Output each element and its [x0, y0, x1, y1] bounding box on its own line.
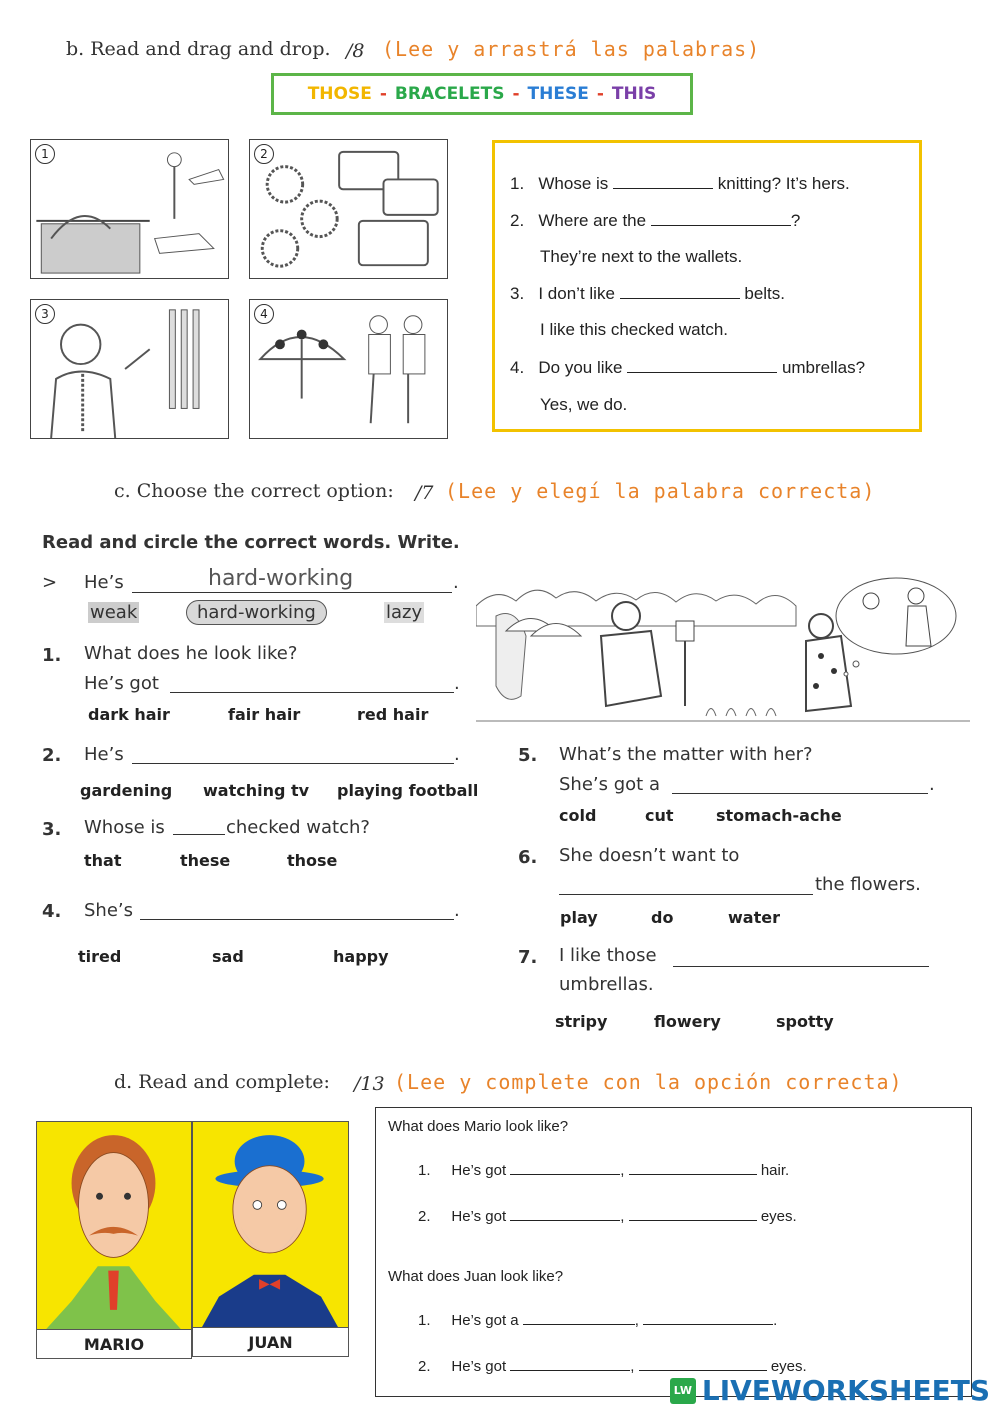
belts-illustration	[31, 300, 228, 438]
section-c-spanish: (Lee y elegí la palabra correcta)	[445, 479, 876, 503]
c-question-4-end: .	[454, 900, 460, 921]
option-spotty[interactable]: spotty	[776, 1012, 834, 1031]
answer-line-3[interactable]	[173, 834, 225, 835]
word-these[interactable]: THESE	[527, 84, 589, 104]
question-number: 3.	[510, 284, 525, 303]
c-question-number: 3.	[42, 819, 62, 840]
item-number: 2.	[418, 1358, 431, 1375]
drop-slot-4[interactable]	[627, 358, 777, 373]
option-cold[interactable]: cold	[559, 806, 597, 825]
umbrellas-illustration	[250, 300, 447, 438]
c-question-7-text: I like those	[559, 945, 657, 966]
c-question-number: 4.	[42, 901, 62, 922]
drop-slot-3[interactable]	[620, 284, 740, 299]
item-separator: ,	[620, 1208, 625, 1225]
word-separator: -	[512, 84, 520, 104]
answer-2: They’re next to the wallets.	[540, 247, 743, 266]
c-question-2-end: .	[454, 744, 460, 765]
option-cut[interactable]: cut	[645, 806, 674, 825]
mario-blank-1b[interactable]	[629, 1160, 757, 1175]
question-3	[510, 284, 785, 304]
question-text: I don’t like	[538, 284, 615, 303]
option-do[interactable]: do	[651, 908, 674, 927]
option-happy[interactable]: happy	[333, 947, 389, 966]
section-c-heading: c. Choose the correct option:	[114, 480, 394, 502]
c-question-5-end: .	[929, 774, 935, 795]
item-text: eyes.	[770, 1358, 807, 1375]
c-question-6-end: the flowers.	[815, 874, 921, 895]
c-question-6-text: She doesn’t want to	[559, 845, 740, 866]
word-this[interactable]: THIS	[611, 84, 657, 104]
mario-picture	[36, 1121, 192, 1359]
option-playing-football[interactable]: playing football	[337, 781, 479, 800]
item-text: .	[773, 1312, 778, 1329]
word-separator: -	[379, 84, 387, 104]
c-question-1-prefix: He’s got	[84, 673, 159, 694]
c-question-2-prefix: He’s	[84, 744, 124, 765]
c-question-7-end: umbrellas.	[559, 974, 654, 995]
answer-line-4[interactable]	[140, 919, 454, 920]
c-question-1-text: What does he look like?	[84, 643, 298, 664]
option-hard-working-circled[interactable]: hard-working	[186, 600, 327, 625]
mario-blank-2a[interactable]	[510, 1206, 620, 1221]
item-number: 1.	[418, 1162, 431, 1179]
c-question-number: 2.	[42, 745, 62, 766]
answer-4: Yes, we do.	[540, 395, 628, 414]
question-text: ?	[790, 211, 801, 230]
liveworksheets-logo	[670, 1374, 990, 1407]
question-number: 4.	[510, 358, 525, 377]
question-text: Where are the	[538, 211, 647, 230]
drop-slot-2[interactable]	[651, 211, 791, 226]
juan-blank-2a[interactable]	[510, 1356, 630, 1371]
section-b-spanish: (Lee y arrastrá las palabras)	[382, 37, 761, 61]
answer-line-2[interactable]	[132, 763, 454, 764]
question-text: umbrellas?	[781, 358, 866, 377]
word-bank	[271, 73, 693, 115]
question-number: 2.	[510, 211, 525, 230]
c-question-4-prefix: She’s	[84, 900, 134, 921]
answer-line-6[interactable]	[559, 894, 813, 895]
section-d-heading: d. Read and complete:	[114, 1071, 330, 1093]
example-end: .	[453, 572, 459, 593]
option-water[interactable]: water	[728, 908, 780, 927]
juan-blank-1a[interactable]	[523, 1310, 635, 1325]
section-c-score: /7	[415, 482, 434, 504]
mario-question: What does Mario look like?	[388, 1118, 569, 1135]
c-question-number: 7.	[518, 947, 538, 968]
mario-blank-1a[interactable]	[510, 1160, 620, 1175]
item-text: He’s got a	[451, 1312, 519, 1329]
picture-belts	[30, 299, 229, 439]
juan-face-drawing	[193, 1122, 347, 1328]
answer-3: I like this checked watch.	[540, 320, 729, 339]
garden-illustration	[476, 576, 970, 726]
mario-item-1	[418, 1160, 789, 1179]
option-watching-tv[interactable]: watching tv	[203, 781, 310, 800]
item-text: He’s got	[451, 1208, 507, 1225]
mario-item-2	[418, 1206, 797, 1225]
section-d-score: /13	[354, 1073, 385, 1095]
mario-blank-2b[interactable]	[629, 1206, 757, 1221]
example-marker: >	[42, 572, 58, 593]
option-stomach-ache[interactable]: stomach-ache	[716, 806, 842, 825]
example-answer-line	[132, 592, 452, 593]
c-question-number: 6.	[518, 847, 538, 868]
picture-number: 4	[254, 304, 274, 324]
option-weak[interactable]: weak	[90, 602, 138, 623]
bracelets-illustration	[250, 140, 447, 278]
garden-scene-drawing	[476, 576, 970, 726]
section-b-score: /8	[346, 40, 365, 62]
question-1	[510, 174, 850, 194]
picture-bracelets	[249, 139, 448, 279]
c-question-5-prefix: She’s got a	[559, 774, 660, 795]
section-d-spanish: (Lee y complete con la opción correcta)	[394, 1070, 903, 1094]
item-text: hair.	[760, 1162, 790, 1179]
option-tired[interactable]: tired	[78, 947, 122, 966]
juan-item-2	[418, 1356, 807, 1375]
juan-label: JUAN	[193, 1327, 348, 1356]
question-number: 1.	[510, 174, 525, 193]
picture-number: 1	[35, 144, 55, 164]
option-these[interactable]: these	[180, 851, 231, 870]
item-separator: ,	[620, 1162, 625, 1179]
option-lazy[interactable]: lazy	[386, 602, 423, 623]
item-text: He’s got	[451, 1358, 507, 1375]
answer-line-1[interactable]	[170, 692, 454, 693]
picture-number: 2	[254, 144, 274, 164]
drag-questions-box	[492, 140, 922, 432]
c-question-number: 5.	[518, 745, 538, 766]
item-text: eyes.	[760, 1208, 797, 1225]
question-4	[510, 358, 865, 378]
c-question-3-b: checked watch?	[226, 817, 370, 838]
question-text: Whose is	[538, 174, 609, 193]
option-fair-hair[interactable]: fair hair	[228, 705, 301, 724]
section-c-instruction: Read and circle the correct words. Write.	[42, 532, 460, 553]
juan-blank-2b[interactable]	[639, 1356, 767, 1371]
word-bracelets[interactable]: BRACELETS	[394, 84, 505, 104]
question-text: Do you like	[538, 358, 623, 377]
option-red-hair[interactable]: red hair	[357, 705, 429, 724]
mario-face-drawing	[37, 1122, 190, 1330]
c-question-1-end: .	[454, 673, 460, 694]
item-number: 1.	[418, 1312, 431, 1329]
option-those[interactable]: those	[287, 851, 338, 870]
knitting-illustration	[31, 140, 228, 278]
word-separator: -	[596, 84, 604, 104]
c-question-5-text: What’s the matter with her?	[559, 744, 813, 765]
complete-box	[375, 1107, 972, 1397]
item-separator: ,	[634, 1312, 639, 1329]
item-separator: ,	[630, 1358, 635, 1375]
c-question-3-a: Whose is	[84, 817, 165, 838]
word-those[interactable]: THOSE	[307, 84, 372, 104]
picture-umbrellas	[249, 299, 448, 439]
option-sad[interactable]: sad	[212, 947, 244, 966]
question-text: belts.	[744, 284, 786, 303]
answer-line-7[interactable]	[673, 966, 929, 967]
example-prefix: He’s	[84, 572, 124, 593]
question-text: knitting? It’s hers.	[717, 174, 850, 193]
logo-icon: LW	[670, 1378, 696, 1404]
answer-line-5[interactable]	[672, 793, 928, 794]
option-flowery[interactable]: flowery	[654, 1012, 721, 1031]
example-answer: hard-working	[208, 566, 354, 591]
option-that[interactable]: that	[84, 851, 122, 870]
juan-picture	[192, 1121, 349, 1357]
option-dark-hair[interactable]: dark hair	[88, 705, 170, 724]
picture-knitting	[30, 139, 229, 279]
mario-label: MARIO	[37, 1329, 191, 1358]
brand-text: LIVEWORKSHEETS	[701, 1374, 990, 1407]
juan-item-1	[418, 1310, 777, 1329]
item-number: 2.	[418, 1208, 431, 1225]
drop-slot-1[interactable]	[613, 174, 713, 189]
option-gardening[interactable]: gardening	[80, 781, 173, 800]
c-question-number: 1.	[42, 645, 62, 666]
question-2	[510, 211, 800, 231]
option-play[interactable]: play	[560, 908, 598, 927]
picture-number: 3	[35, 304, 55, 324]
juan-question: What does Juan look like?	[388, 1268, 564, 1285]
item-text: He’s got	[451, 1162, 507, 1179]
section-b-heading: b. Read and drag and drop.	[66, 38, 331, 60]
option-stripy[interactable]: stripy	[555, 1012, 608, 1031]
juan-blank-1b[interactable]	[643, 1310, 773, 1325]
